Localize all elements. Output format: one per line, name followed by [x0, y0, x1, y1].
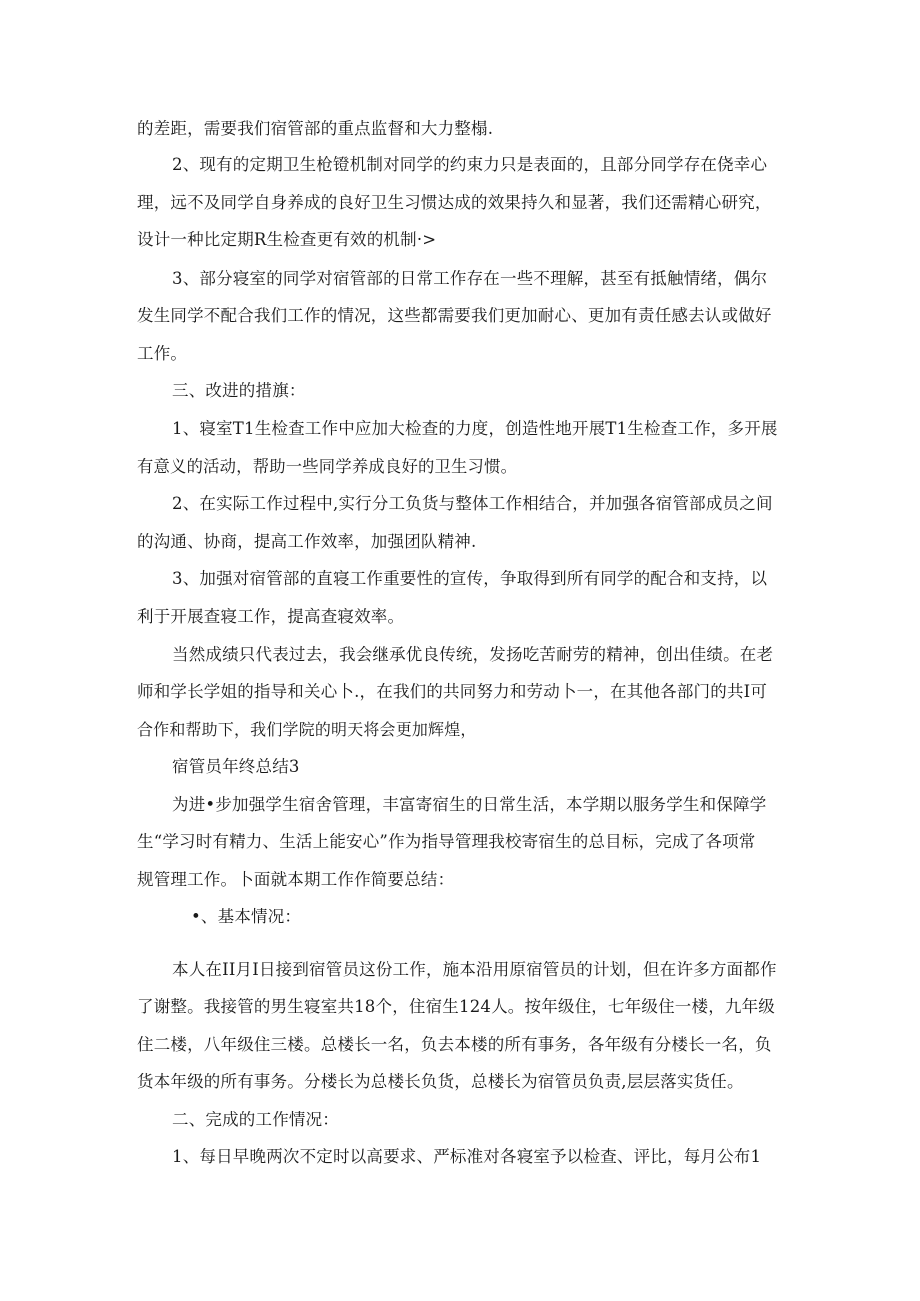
text-line: 2、在实际工作过程中,实行分工负货与整体工作相结合，并加强各宿管部成员之间: [172, 494, 773, 513]
text-line: 合作和帮助下，我们学院的明天将会更加辉煌，: [137, 720, 477, 739]
text-line: 的差距，需要我们宿管部的重点监督和大力整榻.: [137, 119, 494, 138]
section-heading: •、基本情况：: [191, 907, 302, 926]
text-line: 工作。: [137, 344, 188, 363]
text-line: 住二楼，八年级住三楼。总楼长一名，负去本楼的所有事务，各年级有分楼长一名，负: [137, 1035, 772, 1054]
text-line: 3、部分寝室的同学对宿管部的日常工作存在一些不理解，甚至有抵触情绪，偶尔: [172, 269, 768, 288]
text-line: 了谢整。我接管的男生寝室共18个，住宿生124人。按年级住，七年级住一楼，九年级: [137, 997, 775, 1016]
section-heading: 三、改进的措旗：: [172, 381, 306, 400]
text-line: 当然成绩只代表过去，我会继承优良传统，发扬吃苦耐劳的精神，创出佳绩。在老: [172, 645, 774, 664]
text-line: 1、寝室T1生检查工作中应加大检查的力度，创造性地开展T1生检查工作，多开展: [172, 419, 778, 438]
text-line: 3、加强对宿管部的直寝工作重要性的宣传，争取得到所有同学的配合和支持，以: [172, 569, 768, 588]
text-line: 规管理工作。卜面就本期工作作简要总结：: [137, 870, 455, 889]
document-subtitle: 宿管员年终总结3: [172, 757, 300, 776]
text-line: 2、现有的定期卫生枪镫机制对同学的约束力只是表面的，且部分同学存在侥幸心: [172, 155, 768, 174]
section-heading: 二、完成的工作情况：: [172, 1110, 339, 1129]
text-line: 设计一种比定期R生检查更有效的机制·>: [137, 230, 437, 249]
text-line: 利于开展查寝工作，提高查寝效率。: [137, 607, 405, 626]
text-line: 货本年级的所有事务。分楼长为总楼长负货，总楼长为宿管员负责,层层落实货任。: [137, 1072, 744, 1091]
text-line: 的沟通、协商，提高工作效率，加强团队精神.: [137, 532, 477, 551]
text-line: 师和学长学姐的指导和关心卜.，在我们的共同努力和劳动卜一，在其他各部门的共I可: [137, 682, 768, 701]
text-line: 为进•步加强学生宿舍管理，丰富寄宿生的日常生活，本学期以服务学生和保障学: [172, 795, 767, 814]
text-line: 理，远不及同学自身养成的良好卫生习惯达成的效果持久和显著，我们还需精心研究，: [137, 193, 772, 212]
text-line: 本人在II月I日接到宿管员这份工作，施本沿用原宿管员的计划，但在许多方面都作: [172, 960, 777, 979]
text-line: 生“学习时有精力、生活上能安心”作为指导管理我校寄宿生的总目标，完成了各项常: [137, 832, 756, 851]
text-line: 1、每日早晚两次不定时以高要求、严标准对各寝室予以检查、评比，每月公布1: [172, 1147, 762, 1166]
text-line: 有意义的活动，帮助一些同学养成良好的卫生习惯。: [137, 457, 518, 476]
text-line: 发生同学不配合我们工作的情况，这些都需要我们更加耐心、更加有责任感去认或做好: [137, 306, 772, 325]
